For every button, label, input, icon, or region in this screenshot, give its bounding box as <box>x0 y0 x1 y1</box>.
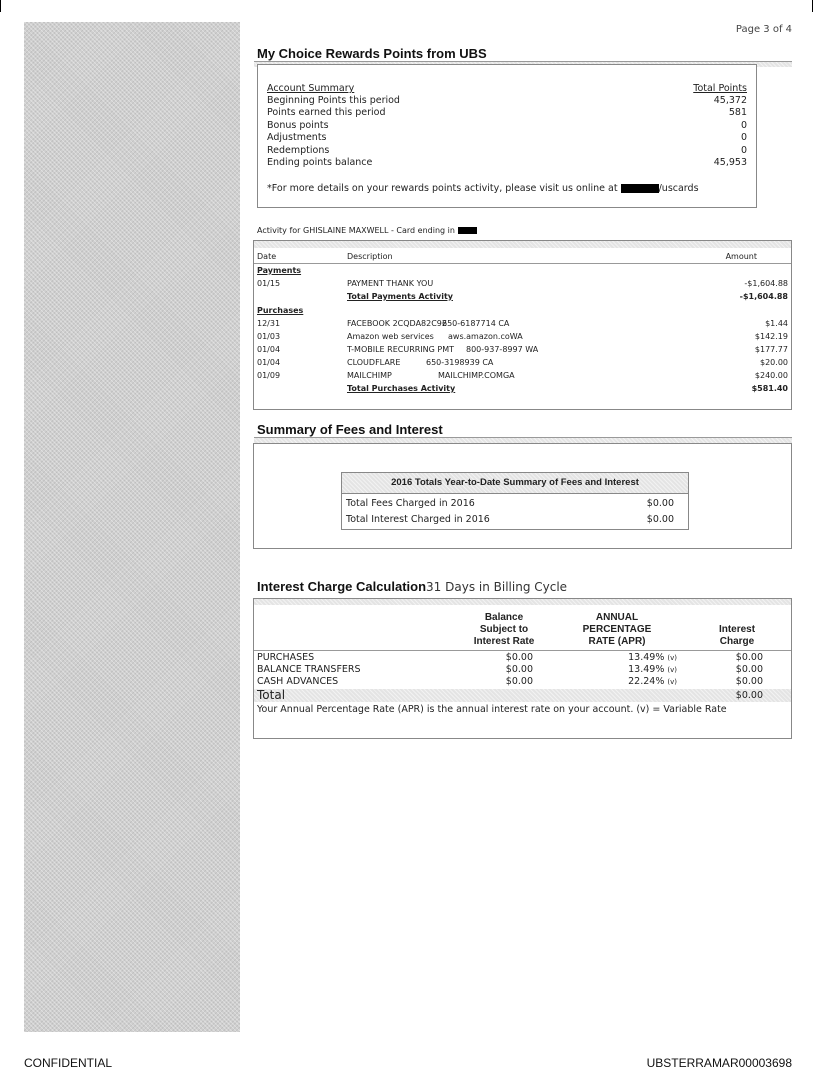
purchase-desc-detail: aws.amazon.coWA <box>448 332 523 341</box>
activity-header-bar <box>254 241 791 248</box>
interest-row-balance: $0.00 <box>505 664 533 675</box>
redaction-block <box>458 227 477 234</box>
interest-row-charge: $0.00 <box>735 652 763 663</box>
col-amount-header: Amount <box>725 252 757 261</box>
payment-desc: PAYMENT THANK YOU <box>347 279 434 288</box>
interest-table <box>253 598 792 739</box>
corner-mark-left <box>0 0 1 12</box>
payment-date: 01/15 <box>257 279 281 288</box>
interest-subtitle: 31 Days in Billing Cycle <box>426 580 568 594</box>
rewards-row-value: 0 <box>740 132 747 143</box>
col-charge-line: Charge <box>719 636 755 647</box>
interest-footnote: Your Annual Percentage Rate (APR) is the annual interest rate on your account. (v) = Variable Rate <box>257 704 727 715</box>
col-date-header: Date <box>257 252 277 261</box>
purchase-desc: CLOUDFLARE <box>347 358 401 367</box>
apr-value: 13.49% <box>628 652 665 663</box>
footer-bates-number: UBSTERRAMAR00003698 <box>646 1056 792 1070</box>
purchase-desc-detail: 650-6187714 CA <box>442 319 510 328</box>
apr-value: 13.49% <box>628 664 665 675</box>
rewards-row-label: Redemptions <box>267 145 330 156</box>
purchases-label: Purchases <box>257 306 304 315</box>
page-number: Page 3 of 4 <box>735 24 792 35</box>
purchase-desc-detail: 650-3198939 CA <box>426 358 494 367</box>
apr-value: 22.24% <box>628 676 665 687</box>
sidebar-shading <box>24 22 240 1032</box>
rewards-row-label: Adjustments <box>267 132 327 143</box>
interest-header-bar <box>254 599 791 605</box>
rewards-row-label: Points earned this period <box>267 107 386 118</box>
interest-row-label: PURCHASES <box>257 652 315 663</box>
rewards-row-value: 45,953 <box>713 157 747 168</box>
rewards-row-value: 581 <box>728 107 747 118</box>
interest-header-divider <box>254 650 791 651</box>
purchase-desc: FACEBOOK 2CQDA82C92 <box>347 319 447 328</box>
col-apr-line: PERCENTAGE <box>582 624 652 635</box>
purchase-desc-detail: 800-937-8997 WA <box>466 345 539 354</box>
purchase-date: 01/03 <box>257 332 281 341</box>
purchase-desc: Amazon web services <box>347 332 434 341</box>
variable-flag: (v) <box>667 678 677 686</box>
interest-row-balance: $0.00 <box>505 652 533 663</box>
col-apr-header <box>572 612 662 648</box>
col-apr-line: RATE (APR) <box>588 636 646 647</box>
payments-label: Payments <box>257 266 302 275</box>
rewards-row-value: 0 <box>740 145 747 156</box>
variable-flag: (v) <box>667 666 677 674</box>
rewards-row-value: 0 <box>740 120 747 131</box>
interest-row-label: CASH ADVANCES <box>257 676 339 687</box>
ytd-row-label: Total Interest Charged in 2016 <box>346 514 490 525</box>
interest-total-label: Total <box>257 688 286 702</box>
interest-row-apr <box>628 652 677 664</box>
rewards-row-label: Ending points balance <box>267 157 373 168</box>
interest-row-apr <box>628 676 677 688</box>
corner-mark-right <box>812 0 813 12</box>
col-balance-line: Interest Rate <box>473 636 535 647</box>
activity-table <box>253 240 792 410</box>
ytd-row-value: $0.00 <box>646 498 674 509</box>
interest-row-charge: $0.00 <box>735 676 763 687</box>
col-balance-header <box>464 612 544 648</box>
purchase-desc: T-MOBILE RECURRING PMT <box>347 345 455 354</box>
payment-amount: -$1,604.88 <box>744 279 788 288</box>
activity-label <box>257 225 477 237</box>
ytd-summary-title: 2016 Totals Year-to-Date Summary of Fees and Interest <box>342 473 688 494</box>
purchase-date: 01/04 <box>257 358 281 367</box>
total-points-header: Total Points <box>693 83 747 94</box>
purchase-date: 12/31 <box>257 319 281 328</box>
col-balance-line: Balance <box>484 612 524 623</box>
payments-total: -$1,604.88 <box>739 292 788 301</box>
rewards-note <box>267 183 699 195</box>
payments-total-label: Total Payments Activity <box>347 292 453 301</box>
col-charge-header <box>702 624 772 648</box>
interest-total-value: $0.00 <box>735 690 763 701</box>
rewards-box <box>257 64 757 208</box>
col-apr-line: ANNUAL <box>595 612 639 623</box>
col-balance-line: Subject to <box>479 624 529 635</box>
purchases-total: $581.40 <box>751 384 788 393</box>
rewards-note-text: *For more details on your rewards points activity, please visit us online at <box>267 183 618 194</box>
interest-title-line <box>257 579 567 594</box>
header-divider <box>254 263 791 264</box>
col-charge-line: Interest <box>718 624 756 635</box>
purchase-amount: $177.77 <box>754 345 788 354</box>
footer-confidential: CONFIDENTIAL <box>24 1056 113 1070</box>
redaction-block <box>621 184 659 193</box>
interest-row-apr <box>628 664 677 676</box>
ytd-row-label: Total Fees Charged in 2016 <box>346 498 475 509</box>
col-description-header: Description <box>347 252 393 261</box>
purchase-amount: $1.44 <box>765 319 788 328</box>
interest-row-charge: $0.00 <box>735 664 763 675</box>
interest-total-row <box>254 689 791 702</box>
rewards-row-label: Beginning Points this period <box>267 95 400 106</box>
account-summary-header: Account Summary <box>267 83 355 94</box>
fees-title: Summary of Fees and Interest <box>257 422 443 437</box>
rewards-row-value: 45,372 <box>713 95 747 106</box>
interest-title: Interest Charge Calculation <box>257 579 427 594</box>
activity-label-text: Activity for GHISLAINE MAXWELL - Card ending in <box>257 226 455 235</box>
rewards-title: My Choice Rewards Points from UBS <box>257 46 487 61</box>
purchase-desc: MAILCHIMP <box>347 371 392 380</box>
purchase-date: 01/09 <box>257 371 281 380</box>
purchase-date: 01/04 <box>257 345 281 354</box>
interest-row-label: BALANCE TRANSFERS <box>257 664 361 675</box>
purchases-total-label: Total Purchases Activity <box>347 384 456 393</box>
ytd-row-value: $0.00 <box>646 514 674 525</box>
purchase-amount: $240.00 <box>754 371 788 380</box>
rewards-note-suffix: /uscards <box>658 183 699 194</box>
variable-flag: (v) <box>667 654 677 662</box>
purchase-amount: $142.19 <box>754 332 788 341</box>
purchase-desc-detail: MAILCHIMP.COMGA <box>438 371 515 380</box>
ytd-summary-table <box>341 472 689 530</box>
rewards-row-label: Bonus points <box>267 120 329 131</box>
interest-row-balance: $0.00 <box>505 676 533 687</box>
purchase-amount: $20.00 <box>760 358 788 367</box>
